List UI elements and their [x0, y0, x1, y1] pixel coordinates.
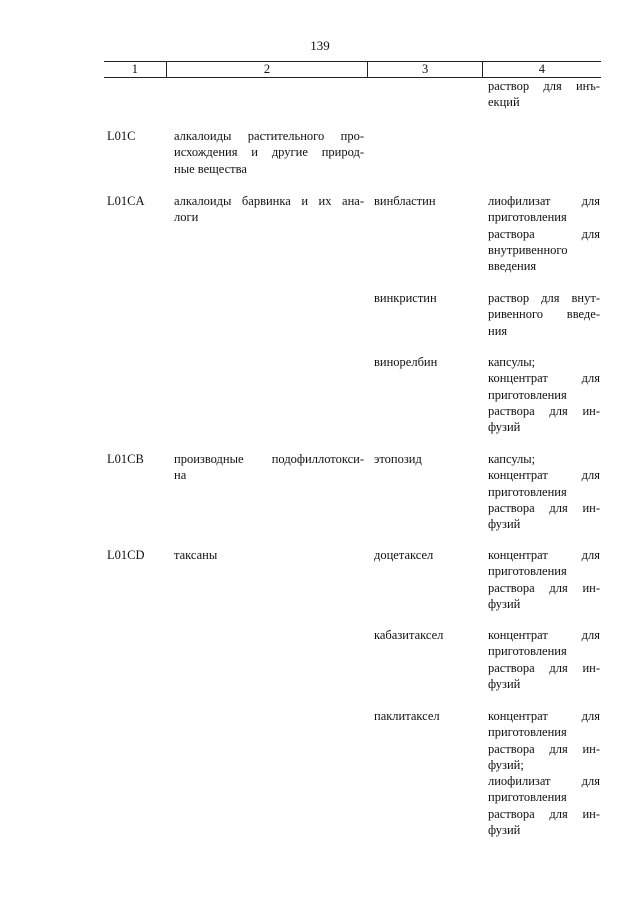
table-row-1-group [174, 128, 364, 177]
table-row-6-form [488, 547, 600, 612]
form-line: раствор для внут- [488, 291, 600, 305]
form-line: концентрат для [488, 371, 600, 386]
form-line: раствора для ин- [488, 660, 600, 675]
table-row-0-form [488, 78, 600, 111]
form-line: приготовления [488, 484, 567, 499]
form-line: фузий [488, 676, 521, 691]
column-header-4: 4 [538, 62, 545, 76]
form-line: раствора для [488, 226, 600, 241]
form-line: капсулы; [488, 355, 536, 369]
form-line: концентрат для [488, 548, 600, 562]
form-line: приготовления [488, 210, 567, 225]
form-line: приготовления [488, 790, 567, 805]
form-line: концентрат для [488, 709, 600, 723]
form-line: приготовления [488, 387, 567, 402]
form-line: концентрат для [488, 468, 600, 483]
form-line: лиофилизат для [488, 194, 600, 208]
group-line: на [174, 468, 187, 483]
group-line: таксаны [174, 548, 218, 562]
column-header-1: 1 [104, 62, 167, 77]
table-row-2-form [488, 193, 600, 274]
table-row-4-drug: винорелбин [374, 355, 438, 369]
group-line: алкалоиды растительного про- [174, 129, 364, 143]
table-row-3-drug: винкристин [374, 291, 437, 305]
form-line: введения [488, 259, 537, 274]
table-row-1-code: L01C [107, 129, 136, 143]
table-row-2-drug: винбластин [374, 194, 436, 208]
group-line: исхождения и другие природ- [174, 145, 364, 160]
group-line: алкалоиды барвинка и их ана- [174, 194, 364, 208]
form-line: ния [488, 323, 508, 338]
table-row-6-group [174, 547, 364, 563]
table-row-7-form [488, 627, 600, 692]
column-header-2: 2 [167, 62, 369, 77]
form-line: фузий; [488, 757, 524, 772]
group-line: производные подофиллотокси- [174, 452, 364, 466]
table-row-4-form [488, 354, 600, 435]
group-line: ные вещества [174, 161, 247, 176]
table-row-8-form [488, 708, 600, 838]
table-row-6-drug: доцетаксел [374, 548, 434, 562]
form-line: раствора для ин- [488, 580, 600, 595]
table-row-3-form [488, 290, 600, 339]
table-header-row [104, 61, 601, 78]
form-line: приготовления [488, 644, 567, 659]
form-line: фузий [488, 420, 521, 435]
table-row-7-drug: кабазитаксел [374, 628, 444, 642]
form-line: раствор для инъ- [488, 79, 600, 93]
form-line: приготовления [488, 564, 567, 579]
form-line: ривенного введе- [488, 307, 600, 322]
form-line: фузий [488, 517, 521, 532]
table-row-2-code: L01CA [107, 194, 145, 208]
form-line: раствора для ин- [488, 741, 600, 756]
form-line: приготовления [488, 725, 567, 740]
form-line: раствора для ин- [488, 500, 600, 515]
page-number: 139 [310, 38, 330, 53]
form-line: фузий [488, 596, 521, 611]
table-row-5-drug: этопозид [374, 452, 422, 466]
form-line: раствора для ин- [488, 806, 600, 821]
table-row-5-form [488, 451, 600, 532]
form-line: капсулы; [488, 452, 536, 466]
form-line: концентрат для [488, 628, 600, 642]
group-line: логи [174, 210, 199, 225]
table-row-5-code: L01CB [107, 452, 144, 466]
form-line: раствора для ин- [488, 403, 600, 418]
table-row-8-drug: паклитаксел [374, 709, 440, 723]
form-line: фузий [488, 823, 521, 838]
table-row-5-group [174, 451, 364, 484]
form-line: екций [488, 95, 520, 110]
column-header-3: 3 [368, 62, 482, 77]
table-row-2-group [174, 193, 364, 226]
form-line: внутривенного [488, 242, 568, 257]
table-row-6-code: L01CD [107, 548, 145, 562]
form-line: лиофилизат для [488, 774, 600, 789]
